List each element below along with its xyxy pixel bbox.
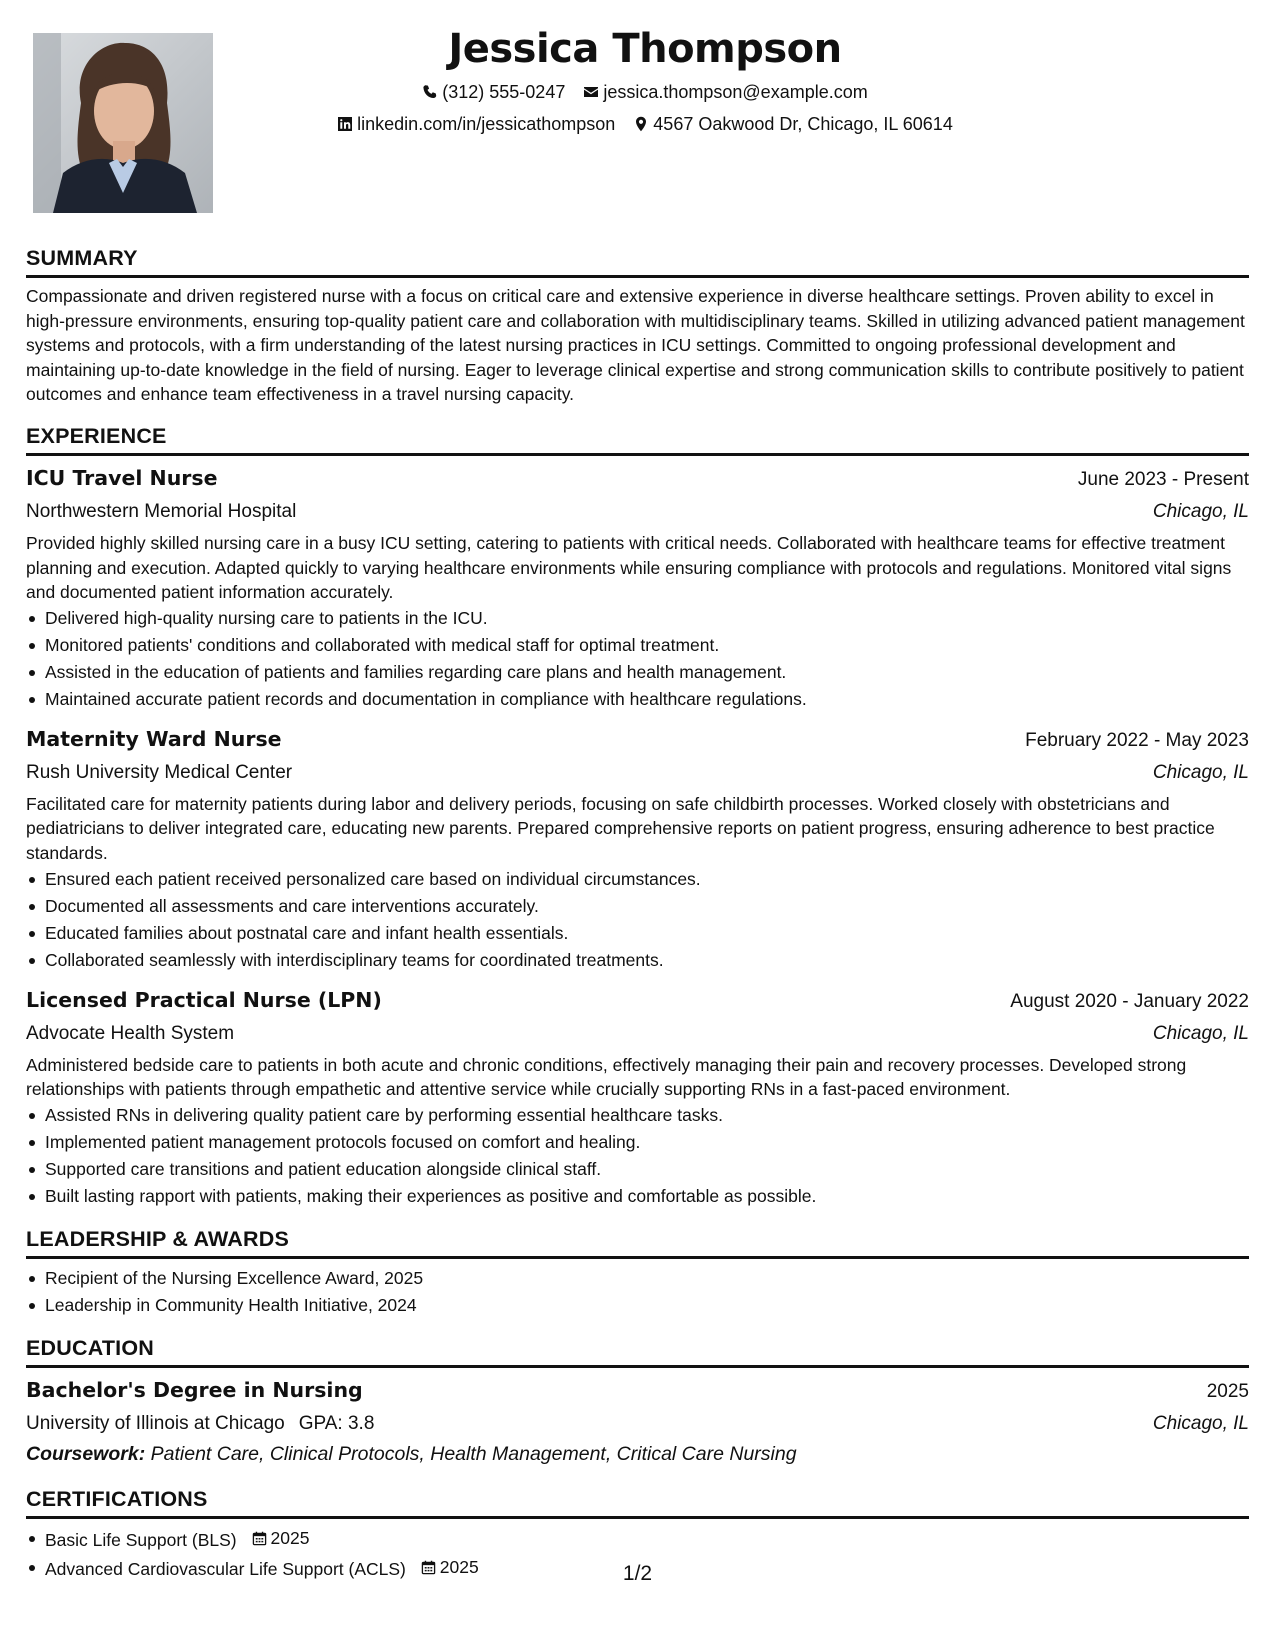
job-title: ICU Travel Nurse [26, 465, 218, 490]
job-dates: February 2022 - May 2023 [1025, 729, 1249, 751]
address-text: 4567 Oakwood Dr, Chicago, IL 60614 [653, 114, 953, 134]
awards-list [26, 1265, 1249, 1319]
list-item: Delivered high-quality nursing care to patients in the ICU. [26, 605, 1249, 632]
job-dates: August 2020 - January 2022 [1010, 990, 1249, 1012]
job-bullets [26, 866, 1249, 974]
resume-header [0, 22, 1275, 140]
address-contact [633, 108, 953, 140]
list-item: Educated families about postnatal care and infant health essentials. [26, 920, 1249, 947]
job-employer: Rush University Medical Center [26, 761, 293, 783]
map-pin-icon [633, 116, 649, 132]
coursework-line [26, 1439, 1249, 1470]
job-employer: Northwestern Memorial Hospital [26, 500, 297, 522]
job-location: Chicago, IL [1152, 500, 1249, 522]
list-item: Ensured each patient received personalized care based on individual circumstances. [26, 866, 1249, 893]
job-entry [26, 462, 1249, 713]
phone-contact [422, 76, 565, 108]
coursework-text: Patient Care, Clinical Protocols, Health Management, Critical Care Nursing [150, 1442, 797, 1465]
school-line [26, 1408, 374, 1439]
job-entry [26, 984, 1249, 1210]
envelope-icon [583, 84, 599, 100]
section-divider [26, 1365, 1249, 1368]
job-title: Maternity Ward Nurse [26, 726, 282, 751]
education-section [26, 1333, 1249, 1470]
phone-text: (312) 555-0247 [442, 82, 566, 102]
summary-section [26, 243, 1249, 407]
calendar-icon [252, 1531, 267, 1546]
linkedin-contact[interactable] [337, 108, 615, 140]
school-name: University of Illinois at Chicago [26, 1412, 285, 1434]
linkedin-icon [337, 116, 353, 132]
job-description: Provided highly skilled nursing care in a busy ICU setting, catering to patients with critical needs. Collaborated with healthcare teams for effective treatment planning and execution. Adapted quickly to varying healthcare environments while ensuring compliance with protocols and regulations. Monitored vital signs and documented patient information accurately. [26, 532, 1232, 603]
certification-year: 2025 [439, 1556, 479, 1577]
degree-title: Bachelor's Degree in Nursing [26, 1377, 363, 1402]
graduation-year: 2025 [1206, 1380, 1249, 1402]
section-title: EDUCATION [26, 1335, 155, 1360]
email-contact[interactable] [583, 76, 867, 108]
section-title: SUMMARY [26, 246, 138, 270]
list-item: Collaborated seamlessly with interdisciplinary teams for coordinated treatments. [26, 947, 1249, 974]
list-item: Implemented patient management protocols focused on comfort and healing. [26, 1129, 1249, 1156]
certification-name: Basic Life Support (BLS) [45, 1529, 237, 1550]
job-employer: Advocate Health System [26, 1022, 235, 1044]
section-divider [26, 453, 1249, 456]
section-divider [26, 1516, 1249, 1519]
job-location: Chicago, IL [1152, 761, 1249, 783]
job-bullets [26, 1102, 1249, 1210]
school-location: Chicago, IL [1152, 1412, 1249, 1434]
awards-section [26, 1224, 1249, 1319]
section-title: CERTIFICATIONS [26, 1486, 208, 1511]
certification-name: Advanced Cardiovascular Life Support (ACLS) [45, 1558, 406, 1579]
job-dates: June 2023 - Present [1077, 468, 1249, 490]
experience-section [26, 421, 1249, 1210]
list-item: Monitored patients' conditions and collaborated with medical staff for optimal treatment. [26, 632, 1249, 659]
list-item: Assisted RNs in delivering quality patient care by performing essential healthcare tasks. [26, 1102, 1249, 1129]
section-divider [26, 1256, 1249, 1259]
contact-row-1 [0, 76, 1275, 108]
candidate-name: Jessica Thompson [448, 26, 842, 72]
linkedin-text[interactable]: linkedin.com/in/jessicathompson [357, 114, 616, 134]
list-item: Supported care transitions and patient education alongside clinical staff. [26, 1156, 1249, 1183]
list-item: Assisted in the education of patients and families regarding care plans and health management. [26, 659, 1249, 686]
contact-row-2 [0, 108, 1275, 140]
coursework-label: Coursework: [26, 1442, 146, 1465]
certification-date [252, 1525, 310, 1552]
job-entry [26, 723, 1249, 974]
phone-icon [422, 84, 438, 100]
page-number: 1/2 [622, 1562, 653, 1585]
list-item: Built lasting rapport with patients, making their experiences as positive and comfortable as possible. [26, 1183, 1249, 1210]
job-bullets [26, 605, 1249, 713]
list-item: Recipient of the Nursing Excellence Award, 2025 [26, 1265, 1249, 1292]
resume-body [26, 243, 1249, 1597]
certification-year: 2025 [270, 1527, 310, 1548]
list-item [26, 1525, 1249, 1554]
list-item: Maintained accurate patient records and documentation in compliance with healthcare regulations. [26, 686, 1249, 713]
email-text[interactable]: jessica.thompson@example.com [603, 82, 868, 102]
list-item: Leadership in Community Health Initiative, 2024 [26, 1292, 1249, 1319]
job-title: Licensed Practical Nurse (LPN) [26, 987, 382, 1012]
summary-text: Compassionate and driven registered nurse with a focus on critical care and extensive experience in diverse healthcare settings. Proven ability to excel in high-pressure environments, ensuring top-quality patient care and collaboration with multidisciplinary teams. Skilled in utilizing advanced patient management systems and protocols, with a firm understanding of the latest nursing practices in ICU settings. Committed to ongoing professional development and maintaining up-to-date knowledge in the field of nursing. Eager to leverage clinical expertise and strong communication skills to contribute positively to patient outcomes and enhance team effectiveness in a travel nursing capacity. [26, 286, 1245, 405]
job-description: Administered bedside care to patients in both acute and chronic conditions, effectively managing their pain and recovery processes. Developed strong relationships with patients through empathetic and attentive service while crucially supporting RNs in a fast-paced environment. [26, 1054, 1187, 1100]
gpa-text: GPA: 3.8 [298, 1412, 375, 1434]
job-location: Chicago, IL [1152, 1022, 1249, 1044]
section-title: LEADERSHIP & AWARDS [26, 1226, 290, 1251]
section-title: EXPERIENCE [26, 423, 167, 448]
section-divider [26, 275, 1249, 278]
job-description: Facilitated care for maternity patients during labor and delivery periods, focusing on safe childbirth processes. Worked closely with obstetricians and pediatricians to deliver integrated care, educating new parents. Prepared comprehensive reports on patient progress, ensuring adherence to best practice standards. [26, 793, 1215, 863]
list-item: Documented all assessments and care interventions accurately. [26, 893, 1249, 920]
